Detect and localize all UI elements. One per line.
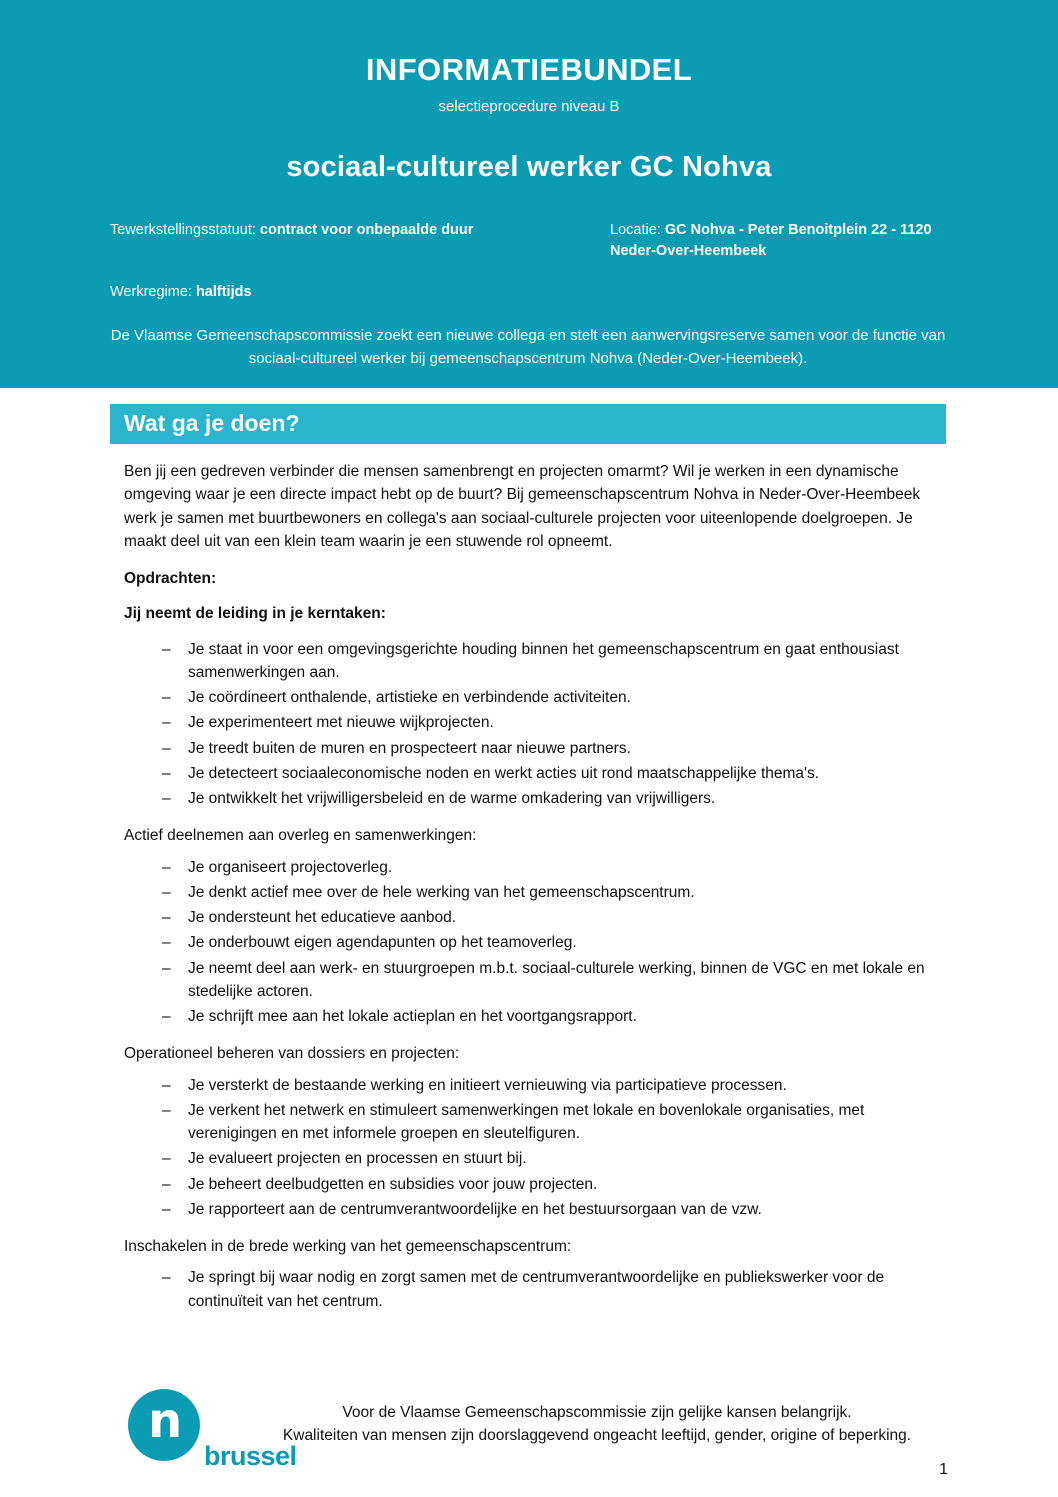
list-item: – Je ondersteunt het educatieve aanbod.	[162, 906, 946, 929]
list-item: – Je organiseert projectoverleg.	[162, 856, 946, 879]
list-item: – Je staat in voor een omgevingsgerichte houding binnen het gemeenschapscentrum en gaat enthousiast samenwerkingen aan.	[162, 638, 946, 685]
list-item: – Je detecteert sociaaleconomische noden en werkt acties uit rond maatschappelijke thema's.	[162, 762, 946, 785]
list-brede-werking	[124, 1266, 946, 1313]
meta-row-werkregime	[110, 282, 946, 303]
document-title: INFORMATIEBUNDEL	[365, 52, 693, 87]
list-item: – Je onderbouwt eigen agendapunten op het teamoverleg.	[162, 931, 946, 954]
document-footer	[0, 1379, 1058, 1497]
meta-locatie	[610, 220, 946, 262]
body-intro-paragraph: Ben jij een gedreven verbinder die mensen samenbrengt en projecten omarmt? Wil je werken in een dynamische omgeving waar je een directe impact hebt op de buurt? Bij gemeenschapscentrum Nohva in Neder-Over-Heembeek werk je samen met buurtbewoners en collega's aan sociaal-culturele projecten voor uiteenlopende doelgroepen. Je maakt deel uit van een klein team waarin je een stuwende rol opneemt.	[124, 463, 921, 550]
meta-werkregime	[110, 282, 610, 303]
page-number: 1	[939, 1461, 948, 1478]
list-item: – Je beheert deelbudgetten en subsidies voor jouw projecten.	[162, 1173, 946, 1196]
opdrachten-label: Opdrachten:	[124, 570, 217, 588]
list-item: – Je springt bij waar nodig en zorgt samen met de centrumverantwoordelijke en publiekswerker voor de continuïteit van het centrum.	[162, 1266, 946, 1313]
header-intro-text: De Vlaamse Gemeenschapscommissie zoekt een nieuwe collega en stelt een aanwervingsreserve samen voor de functie van sociaal-cultureel werker bij gemeenschapscentrum Nohva (Neder-Over-Heembeek).	[110, 327, 946, 367]
logo-letter: n	[148, 1393, 183, 1449]
list-dossiers	[124, 1074, 946, 1222]
list-item: – Je denkt actief mee over de hele werking van het gemeenschapscentrum.	[162, 881, 946, 904]
statuut-label: Tewerkstellingsstatuut:	[110, 222, 256, 238]
list-item: – Je ontwikkelt het vrijwilligersbeleid en de warme omkadering van vrijwilligers.	[162, 787, 946, 810]
logo-wordmark: brussel	[204, 1441, 297, 1471]
document-header	[0, 0, 1058, 388]
list-item: – Je coördineert onthalende, artistieke en verbindende activiteiten.	[162, 686, 946, 709]
list-item: – Je experimenteert met nieuwe wijkprojecten.	[162, 711, 946, 734]
meta-row-statuut-locatie	[110, 220, 946, 262]
group-heading-kerntaken: Jij neemt de leiding in je kerntaken:	[124, 605, 386, 623]
footer-line-1: Voor de Vlaamse Gemeenschapscommissie zijn gelijke kansen belangrijk.	[342, 1404, 852, 1421]
list-item: – Je versterkt de bestaande werking en initieert vernieuwing via participatieve processen.	[162, 1074, 946, 1097]
list-item: – Je schrijft mee aan het lokale actieplan en het voortgangsrapport.	[162, 1005, 946, 1028]
statuut-value: contract voor onbepaalde duur	[259, 222, 474, 238]
werkregime-value: halftijds	[195, 284, 252, 301]
footer-line-2: Kwaliteiten van mensen zijn doorslaggevend ongeacht leeftijd, gender, origine of beperking.	[282, 1427, 912, 1445]
meta-block	[0, 220, 1058, 303]
list-overleg	[124, 856, 946, 1029]
meta-statuut	[110, 220, 610, 241]
group-heading-overleg: Actief deelnemen aan overleg en samenwerkingen:	[124, 827, 477, 845]
list-kerntaken	[124, 638, 946, 811]
section-heading-wat-ga-je-doen: Wat ga je doen?	[110, 404, 946, 444]
list-item: – Je rapporteert aan de centrumverantwoordelijke en het bestuursorgaan van de vzw.	[162, 1198, 946, 1221]
document-subtitle: selectieprocedure niveau B	[438, 98, 620, 115]
list-item: – Je neemt deel aan werk- en stuurgroepen m.b.t. sociaal-culturele werking, binnen de VGC en met lokale en stedelijke actoren.	[162, 957, 946, 1004]
locatie-value: GC Nohva - Peter Benoitplein 22 - 1120 Neder-Over-Heembeek	[610, 222, 932, 260]
werkregime-label: Werkregime:	[110, 284, 192, 301]
list-item: – Je evalueert projecten en processen en stuurt bij.	[162, 1147, 946, 1170]
list-item: – Je treedt buiten de muren en prospecteert naar nieuwe partners.	[162, 737, 946, 760]
group-heading-dossiers: Operationeel beheren van dossiers en projecten:	[124, 1045, 460, 1063]
document-body	[0, 444, 1058, 1313]
footer-text	[236, 1401, 958, 1448]
locatie-label: Locatie:	[610, 222, 661, 238]
list-item: – Je verkent het netwerk en stimuleert samenwerkingen met lokale en bovenlokale organisaties, met verenigingen en met informele groepen en sleutelfiguren.	[162, 1099, 946, 1146]
job-title: sociaal-cultureel werker GC Nohva	[286, 151, 772, 183]
group-heading-brede-werking: Inschakelen in de brede werking van het gemeenschapscentrum:	[124, 1238, 572, 1256]
